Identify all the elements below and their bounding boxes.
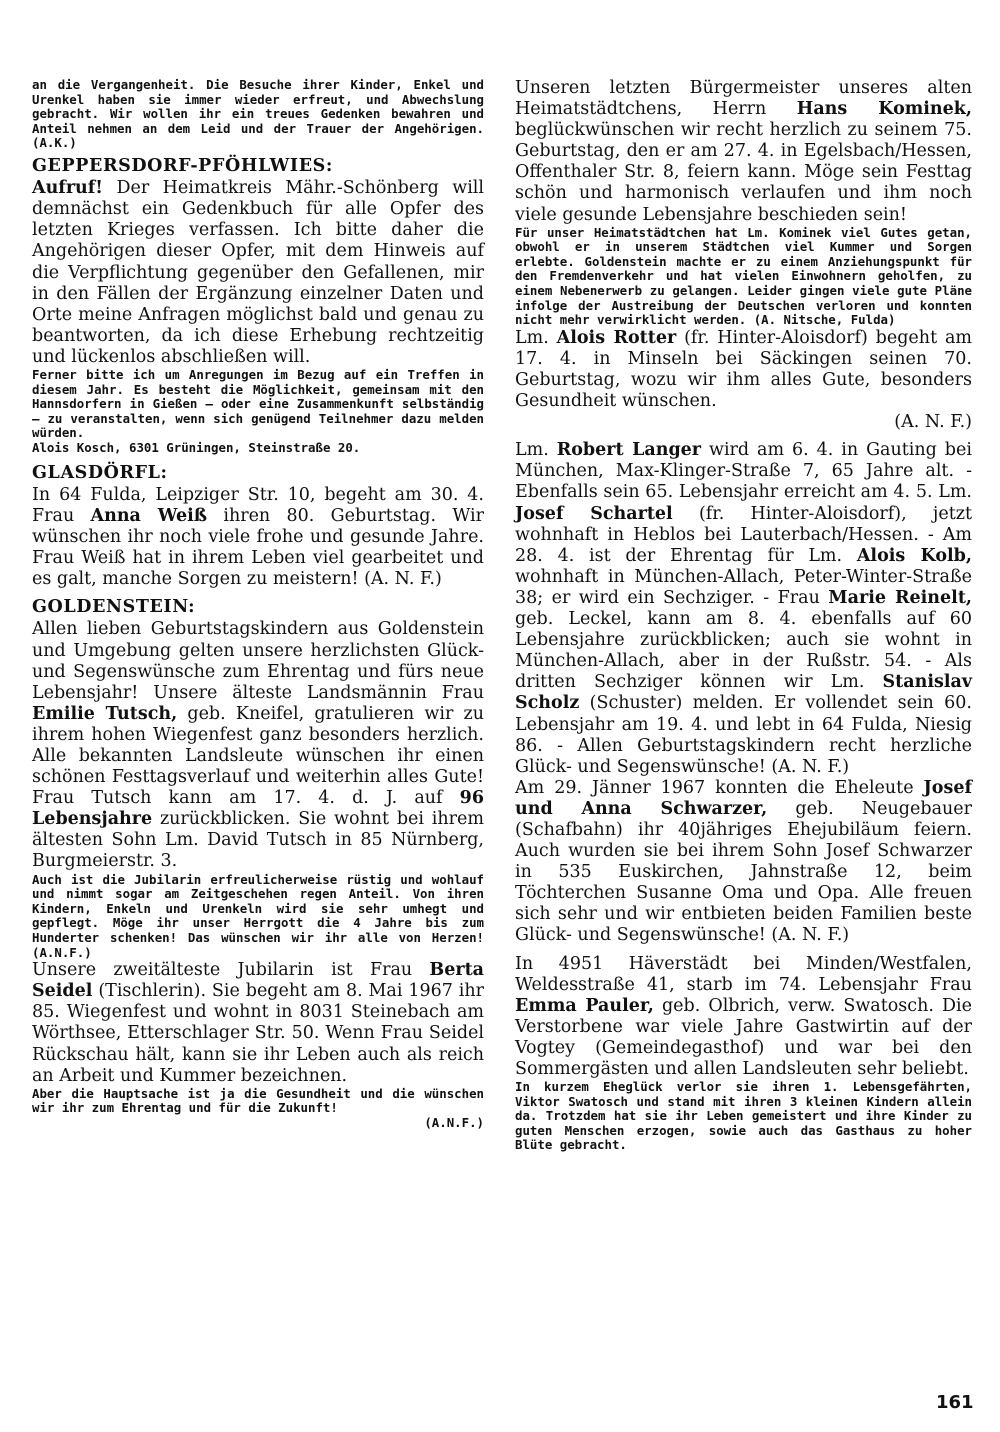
signature-address: 6301 Grüningen, Steinstraße 20. [129,439,361,455]
pauler-text [515,954,972,1081]
name-emilie-tutsch: Emilie Tutsch, [32,703,178,724]
kominek-small: Für unser Heimatstädtchen hat Lm. Kominek viel Gutes getan, obwohl er in unserem Städtchen viel Kummer und Sorgen erlebte. Goldenstein machte er zu einem Anziehungspunkt für den Fremdenverkehr und hat vielen Einwohnern geholfen, zu einem Nebenerwerb zu gelangen. Leider gingen viele gute Pläne infolge der Austreibung der Deutschen verloren und konnten nicht mehr verwirklicht werden. (A. Nitsche, Fulda) [515,224,972,328]
name-hans-kominek: Hans Kominek, [796,99,972,120]
geppersdorf-small-text: Ferner bitte ich um Anregungen im Bezug auf ein Treffen in diesem Jahr. Es besteht die Möglichkeit, gemeinsam mit den Hannsdorfern in Gießen — oder eine Zusammenkunft selbständig — zu veranstalten, wenn sich genügend Teilnehmer dazu melden würden. [32,367,484,441]
birthdays-text-b: wird am 6. 4. in Gauting bei München, Max-Klinger-Straße 7, 65 Jahre alt. - Ebenfalls sein 65. Lebensjahr erreicht am 4. 5. Lm. [515,440,972,503]
goldenstein-text-c: zurückblicken. Sie wohnt bei ihrem ältesten Sohn Lm. David Tutsch in 85 Nürnberg, Burgmeierstr. 3. [32,809,484,872]
goldenstein-small-2-source: (A.N.F.) [424,1114,484,1130]
name-alois-kolb: Alois Kolb, [856,545,972,566]
birthdays-text [515,440,972,778]
schwarzer-text-b: geb. Neugebauer (Schafbahn) ihr 40jähriges Ehejubiläum feiern. Auch wurden sie bei ihrem Sohn Josef Schwarzer in 535 Euskirchen, Jahnstraße 12, beim Töchterchen Susanne Oma und Opa. Alle freuen sich sehr und wir entbieten beiden Familien beste Glück- und Segenswünsche! (A. N. F.) [515,798,972,946]
bold-years: 96 Lebensjahre [32,788,484,830]
kominek-text-a: Unseren letzten Bürgermeister unseres alten Heimatstädtchens, Herrn [515,78,972,120]
name-alois-rotter: Alois Rotter [556,327,677,348]
glasdoerfl-text-b: ihren 80. Geburtstag. Wir wünschen ihr noch viele frohe und gesunde Jahre. Frau Weiß hat in ihrem Leben viel gearbeitet und es galt, manche Sorgen zu meistern! (A. N. F.) [32,505,484,590]
heading-goldenstein: GOLDENSTEIN: [32,597,196,618]
schwarzer-text [515,778,972,947]
glasdoerfl-text-a: In 64 Fulda, Leipziger Str. 10, begeht am 30. 4. Frau [32,484,484,526]
pauler-small: In kurzem Eheglück verlor sie ihren 1. Lebensgefährten, Viktor Swatosch und stand mit ihren 3 kleinen Kindern allein da. Trotzdem hat sie ihr Leben gemeistert und ihre Kinder zu guten Menschen erzogen, sowie auch das Gasthaus zu hoher Blüte gebracht. [515,1079,972,1153]
kominek-text [515,78,972,226]
name-robert-langer: Robert Langer [556,440,702,461]
geppersdorf-text [32,178,484,368]
right-column [515,78,972,1153]
goldenstein-text-a: Allen lieben Geburtstagskindern aus Goldenstein und Umgebung gelten unsere herzlichsten Glück- und Segenswünsche zum Ehrentag und fürs neue Lebensjahr! Unsere älteste Landsmännin Frau [32,619,484,703]
name-berta-seidel: Berta Seidel [32,960,484,1002]
name-emma-pauler: Emma Pauler, [515,995,654,1016]
name-schwarzer: Josef und Anna Schwarzer, [515,777,972,819]
goldenstein-text-b: geb. Kneifel, gratulieren wir zu ihrem hohen Wiegenfest ganz besonders herzlich. Alle bekannten Landsleute wünschen ihr einen schönen Festtagsverlauf und weiterhin alles Gute! Frau Tutsch kann am 17. 4. d. J. auf [32,703,484,809]
rotter-source: (A. N. F.) [894,412,972,433]
signature-name: Alois Kosch, [32,439,122,455]
birthdays-text-f: (Schuster) melden. Er vollendet sein 60. Lebensjahr am 19. 4. und lebt in 64 Fulda, Niesig 86. - Allen Geburtstagskindern recht herzliche Glück- und Segenswünsche! (A. N. F.) [515,693,972,777]
rotter-text-b: (fr. Hinter-Aloisdorf) begeht am 17. 4. in Minseln bei Säckingen seinen 70. Geburtstag, wozu wir ihm alles Gute, besonders Gesundheit wünschen. [515,327,972,412]
goldenstein-text-d: Unsere zweitälteste Jubilarin ist Frau [32,960,413,981]
heading-geppersdorf: GEPPERSDORF-PFÖHLWIES: [32,155,333,176]
goldenstein-small-2 [32,1087,484,1131]
schwarzer-text-a: Am 29. Jänner 1967 konnten die Eheleute [515,777,914,798]
goldenstein-text-e: (Tischlerin). Sie begeht am 8. Mai 1967 ihr 85. Wiegenfest und wohnt in 8031 Steinebach am Wörthsee, Etterschlager Str. 50. Wenn Frau Seidel Rückschau hält, kann sie ihr Leben auch als reich an Arbeit und Kummer bezeichnen. [32,981,484,1086]
name-stanislav-scholz: Stanislav Scholz [515,672,972,714]
birthdays-text-e: geb. Leckel, kann am 8. 4. ebenfalls auf 60 Lebensjahre zurückblicken; auch sie wohnt in München-Allach, aber in der Rußstr. 54. - Als dritten Sechziger können wir Lm. [515,609,972,693]
rotter-text-a: Lm. [515,327,549,348]
goldenstein-text-2 [32,960,484,1087]
left-column [32,78,484,1130]
birthdays-text-c: (fr. Hinter-Aloisdorf), jetzt wohnhaft in Heblos bei Lauterbach/Hessen. - Am 28. 4. ist der Ehrentag für Lm. [515,503,972,566]
goldenstein-text [32,619,484,872]
rotter-text [515,328,972,433]
page-number: 161 [936,1392,974,1413]
birthdays-text-a: Lm. [515,440,549,461]
pauler-text-b: geb. Olbrich, verw. Swatosch. Die Verstorbene war viele Jahre Gastwirtin auf der Vogtey (Gemeindegasthof) und war bei den Sommergästen und allen Landsleuten sehr beliebt. [515,995,972,1079]
geppersdorf-small [32,368,484,456]
heading-glasdoerfl: GLASDÖRFL: [32,462,168,483]
intro-text: an die Vergangenheit. Die Besuche ihrer Kinder, Enkel und Urenkel haben sie immer wieder erfreut, und Abwechslung gebracht. Wir wollen ihr ein treues Gedenken bewahren und Anteil nehmen an dem Leid und der Trauer der Angehörigen. (A.K.) [32,77,484,151]
name-josef-schartel: Josef Schartel [515,503,673,524]
birthdays-text-d: wohnhaft in München-Allach, Peter-Winter-Straße 38; er wird ein Sechziger. - Frau [515,566,972,608]
goldenstein-small-2-text: Aber die Hauptsache ist ja die Gesundheit und die wünschen wir ihr zum Ehrentag und für die Zukunft! [32,1085,484,1116]
name-anna-weiss: Anna Weiß [90,505,208,526]
aufruf-label: Aufruf! [32,178,103,199]
name-marie-reinelt: Marie Reinelt, [828,587,972,608]
glasdoerfl-text [32,485,484,590]
goldenstein-small-1: Auch ist die Jubilarin erfreulicherweise rüstig und wohlauf und nimmt sogar am Zeitgeschehen regen Anteil. Von ihren Kindern, Enkeln und Urenkeln wird sie sehr umhegt und gepflegt. Möge ihr unser Herrgott die 4 Jahre bis zum Hunderter schenken! Das wünschen wir ihr alle von Herzen! (A.N.F.) [32,871,484,960]
pauler-text-a: In 4951 Häverstädt bei Minden/Westfalen, Weldesstraße 41, starb im 74. Lebensjahr Frau [515,953,972,995]
aufruf-body: Der Heimatkreis Mähr.-Schönberg will demnächst ein Gedenkbuch für alle Opfer des letzten Krieges verfassen. Ich bitte daher die Angehörigen dieser Opfer, mit dem Hinweis auf die Verpflichtung gegenüber den Gefallenen, mir in den Fällen der Ergänzung einzelner Daten und Orte meine Anfragen möglichst bald und genau zu beantworten, da ich diese Erhebung rechtzeitig und lückenlos abschließen will. [32,178,484,367]
kominek-text-b: beglückwünschen wir recht herzlich zu seinem 75. Geburtstag, den er am 27. 4. in Egelsbach/Hessen, Offenthaler Str. 8, feiern kann. Möge sein Festtag schön und harmonisch verlaufen und ihm noch viele gesunde Lebensjahre beschieden sein! [515,120,972,225]
